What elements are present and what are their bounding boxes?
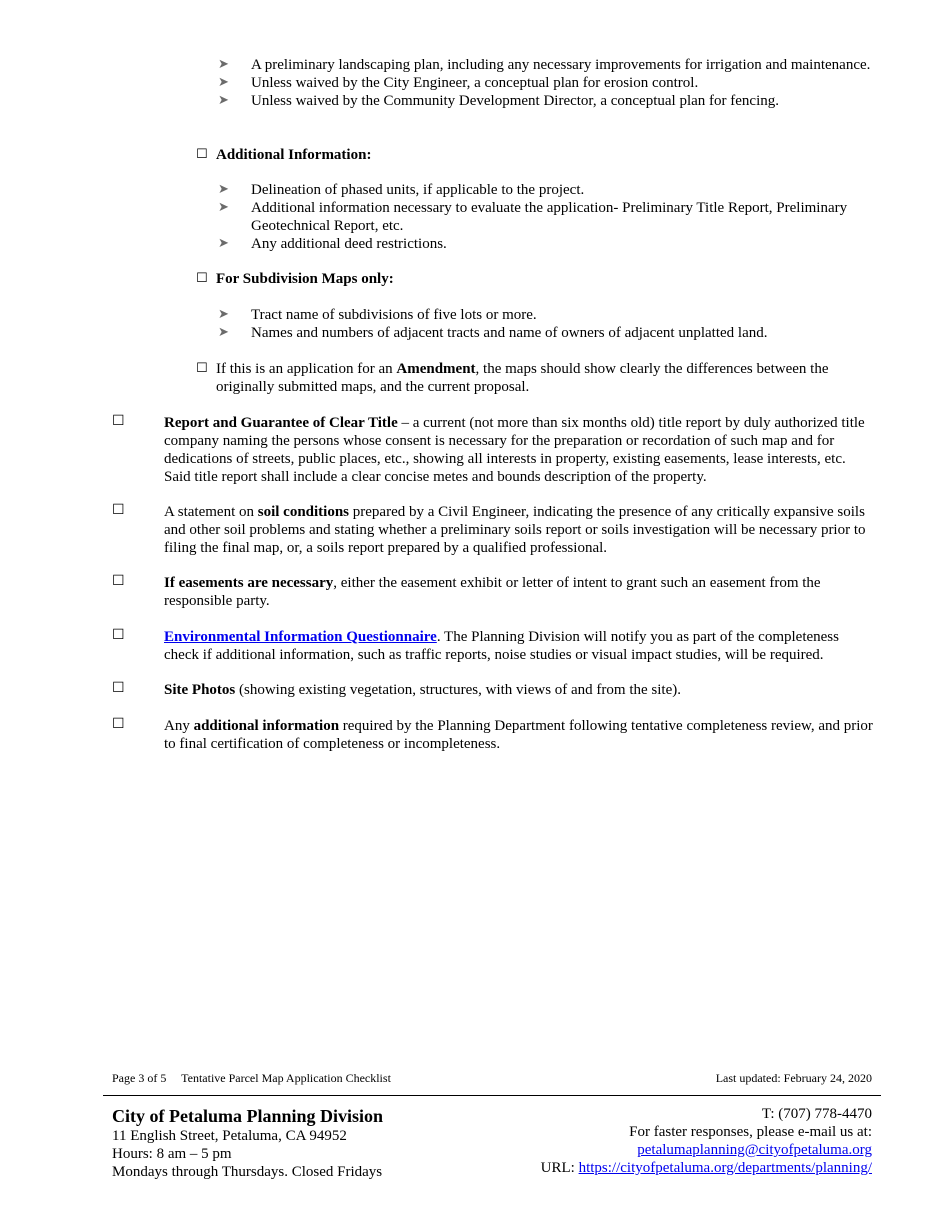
last-updated: Last updated: February 24, 2020 [715,1071,872,1085]
landscaping-bullet-list [218,56,878,110]
arrow-bullet-icon: ➤ [218,236,229,251]
website-link[interactable]: https://cityofpetaluma.org/departments/planning/ [578,1160,872,1176]
arrow-bullet-icon: ➤ [218,57,229,72]
email-prompt: For faster responses, please e-mail us at: [629,1124,872,1140]
additional-information-heading: ☐ Additional Information: [196,147,372,163]
list-item: ➤ A preliminary landscaping plan, including any necessary improvements for irrigation and maintenance. [218,57,871,73]
environmental-questionnaire-link[interactable]: Environmental Information Questionnaire [164,629,437,645]
checklist-item-additional-information: ☐ Any additional information required by the Planning Department following tentative completeness review, and prior to final certification of completeness or incompleteness. [112,716,873,752]
checkbox-icon[interactable]: ☐ [112,413,125,429]
checkbox-icon[interactable]: ☐ [112,627,125,643]
arrow-bullet-icon: ➤ [218,182,229,197]
hours: Hours: 8 am – 5 pm [112,1146,232,1162]
list-item: ➤ Tract name of subdivisions of five lots or more. [218,307,537,323]
amendment-item: ☐ If this is an application for an Amendment, the maps should show clearly the differences between the originally submitted maps, and the current proposal. [196,361,829,395]
phone: T: (707) 778-4470 [761,1106,872,1122]
address: 11 English Street, Petaluma, CA 94952 [112,1128,347,1144]
days: Mondays through Thursdays. Closed Fridays [112,1164,383,1180]
subdivision-bullet-list [218,306,878,342]
list-item: ➤ Additional information necessary to evaluate the application- Preliminary Title Report, Preliminary Geotechnical Report, etc. [218,200,848,234]
checklist-item-site-photos: ☐ Site Photos (showing existing vegetation, structures, with views of and from the site). [112,680,681,698]
email-link[interactable]: petalumaplanning@cityofpetaluma.org [637,1142,872,1158]
footer-divider [103,1095,881,1096]
checkbox-icon[interactable]: ☐ [196,147,208,162]
additional-information-bullet-list [218,181,878,253]
contact-address-block [112,1105,383,1181]
document-title: Tentative Parcel Map Application Checklist [181,1071,391,1085]
list-item: ➤ Unless waived by the City Engineer, a conceptual plan for erosion control. [218,75,699,91]
arrow-bullet-icon: ➤ [218,75,229,90]
page-number: Page 3 of 5 [112,1071,167,1085]
checkbox-icon[interactable]: ☐ [196,361,208,376]
arrow-bullet-icon: ➤ [218,325,229,340]
contact-info-block [541,1105,872,1177]
checklist-item-soil-conditions: ☐ A statement on soil conditions prepared by a Civil Engineer, indicating the presence of any critically expansive soils and other soil problems and stating whether a preliminary soils report or soils investigation will be necessary prior to filing the final map, or, a soils report prepared by a qualified professional. [112,502,866,556]
list-item: ➤ Any additional deed restrictions. [218,236,447,252]
checklist-item-environmental-questionnaire: ☐ Environmental Information Questionnaire. The Planning Division will notify you as part of the completeness check if additional information, such as traffic reports, noise studies or visual impact studies, will be required. [112,627,839,663]
checkbox-icon[interactable]: ☐ [196,271,208,286]
list-item: ➤ Delineation of phased units, if applicable to the project. [218,182,585,198]
url-label: URL: [540,1160,579,1176]
arrow-bullet-icon: ➤ [218,93,229,108]
checklist-item-easements: ☐ If easements are necessary, either the easement exhibit or letter of intent to grant such an easement from the responsible party. [112,573,821,609]
checkbox-icon[interactable]: ☐ [112,680,125,696]
checkbox-icon[interactable]: ☐ [112,716,125,732]
list-item: ➤ Names and numbers of adjacent tracts and name of owners of adjacent unplatted land. [218,325,768,341]
subdivision-maps-heading: ☐ For Subdivision Maps only: [196,271,394,287]
checkbox-icon[interactable]: ☐ [112,502,125,518]
organization-name: City of Petaluma Planning Division [112,1106,384,1126]
checklist-item-clear-title: ☐ Report and Guarantee of Clear Title – a current (not more than six months old) title report by duly authorized title company naming the persons whose consent is necessary for the preparation or recordation of such map and for dedications of streets, public places, etc., showing all interests in property, existing easements, lease interests, etc. Said title report shall include a clear concise metes and bounds description of the property. [112,413,865,485]
list-item: ➤ Unless waived by the Community Development Director, a conceptual plan for fencing. [218,93,779,109]
arrow-bullet-icon: ➤ [218,200,229,215]
checkbox-icon[interactable]: ☐ [112,573,125,589]
arrow-bullet-icon: ➤ [218,307,229,322]
